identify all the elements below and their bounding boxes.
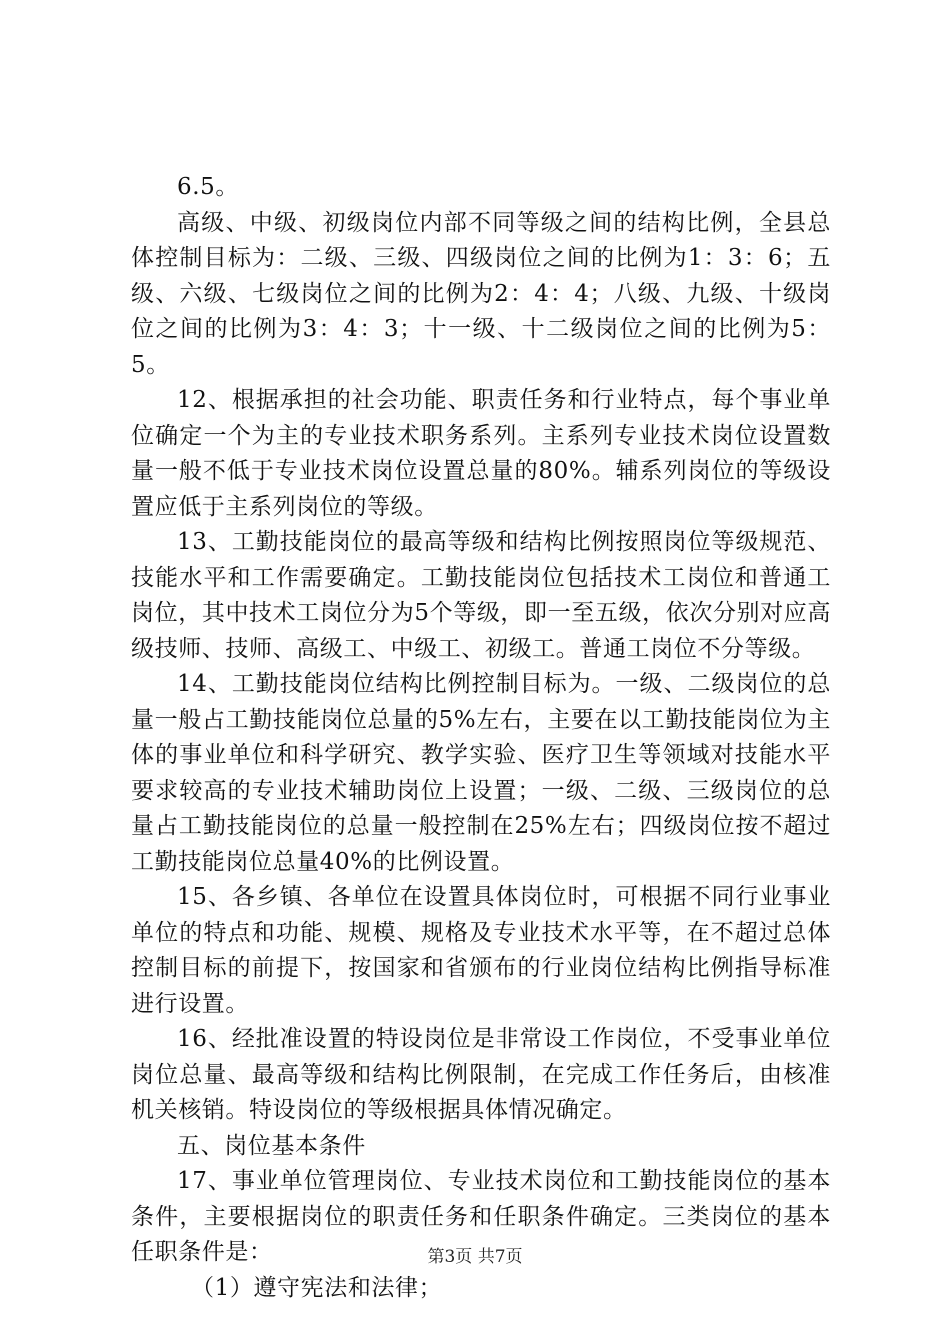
paragraph-12: 12、根据承担的社会功能、职责任务和行业特点，每个事业单位确定一个为主的专业技术职务系列。主系列专业技术岗位设置数量一般不低于专业技术岗位设置总量的80%。辅系列岗位的等级设置应低于主系列岗位的等级。 [131,387,831,520]
paragraph-13: 13、工勤技能岗位的最高等级和结构比例按照岗位等级规范、技能水平和工作需要确定。工勤技能岗位包括技术工岗位和普通工岗位，其中技术工岗位分为5个等级，即一至五级，依次分别对应高级技师、技师、高级工、中级工、初级工。普通工岗位不分等级。 [131,529,831,662]
paragraph-17: 17、事业单位管理岗位、专业技术岗位和工勤技能岗位的基本条件，主要根据岗位的职责任务和任职条件确定。三类岗位的基本任职条件是： [131,1168,831,1265]
paragraph-structure-ratio: 高级、中级、初级岗位内部不同等级之间的结构比例，全县总体控制目标为：二级、三级、四级岗位之间的比例为1：3：6；五级、六级、七级岗位之间的比例为2：4：4；八级、九级、十级岗位之间的比例为3：4：3；十一级、十二级岗位之间的比例为5：5。 [131,209,831,378]
paragraph-continuation: 6.5。 [177,174,239,200]
paragraph-14: 14、工勤技能岗位结构比例控制目标为。一级、二级岗位的总量一般占工勤技能岗位总量的5%左右，主要在以工勤技能岗位为主体的事业单位和科学研究、教学实验、医疗卫生等领域对技能水平要求较高的专业技术辅助岗位上设置；一级、二级、三级岗位的总量占工勤技能岗位的总量一般控制在25%左右；四级岗位按不超过工勤技能岗位总量40%的比例设置。 [131,671,831,875]
list-item-1: （1）遵守宪法和法律； [191,1274,443,1301]
page-number-footer: 第3页 共7页 [427,1247,523,1267]
document-body [131,170,831,1306]
paragraph-16: 16、经批准设置的特设岗位是非常设工作岗位，不受事业单位岗位总量、最高等级和结构比例限制，在完成工作任务后，由核准机关核销。特设岗位的等级根据具体情况确定。 [131,1026,831,1123]
section-heading-5: 五、岗位基本条件 [177,1132,366,1159]
paragraph-15: 15、各乡镇、各单位在设置具体岗位时，可根据不同行业事业单位的特点和功能、规模、规格及专业技术水平等，在不超过总体控制目标的前提下，按国家和省颁布的行业岗位结构比例指导标准进行设置。 [131,884,831,1017]
